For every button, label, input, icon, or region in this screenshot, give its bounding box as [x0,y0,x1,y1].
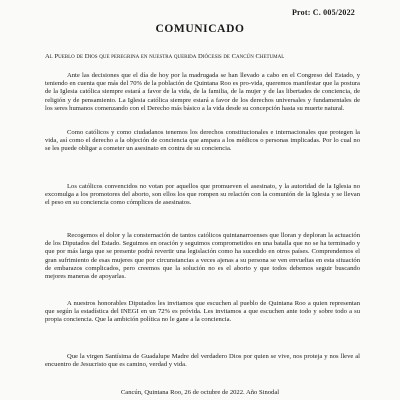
paragraph-4: Recogemos el dolor y la consternación de tantos católicos quintanarroenses que lloran y deploran la actuación de los Diputados del Estado. Seguimos en oración y seguimos comprometidos en una batalla que no se ha terminado y que por más larga que se presente podrá revertir una legislación como ha sucedido en otros países. Comprendemos el gran sufrimiento de esas mujeres que por circunstancias a veces ajenas a su persona se ven envueltas en esta situación de embarazos complicados, pero creemos que la solución no es el aborto y que todos debemos seguir buscando mejores maneras de apoyarlas. [45,232,360,281]
salutation: Al Pueblo de Dios que peregrina en nuestra querida Diócesis de Cancún Chetumal [45,53,285,60]
paragraph-1: Ante las decisiones que el día de hoy por la madrugada se han llevado a cabo en el Congreso del Estado, y teniendo en cuenta que más del 70% de la población de Quintana Roo es pro-vida, queremos manifestar que la postura de la Iglesia católica siempre estará a favor de la vida, de la familia, de la mujer y de las libertades de conciencia, de religión y de pensamiento. La Iglesia católica siempre estará a favor de los derechos universales y fundamentales de los seres humanos comenzando con el Derecho más básico a la vida desde su concepción hasta su muerte natural. [45,72,360,112]
document-title: COMUNICADO [155,23,245,35]
paragraph-3: Los católicos convencidos no votan por aquellos que promueven el asesinato, y la autoridad de la Iglesia no excomulga a los promotores del aborto, son ellos los que rompen su relación con la comunión de la Iglesia y se llevan el peso en su conciencia como cómplices de asesinatos. [45,183,360,207]
protocol-number: Prot: C. 005/2022 [291,8,355,17]
paragraph-2: Como católicos y como ciudadanos tenemos los derechos constitucionales e internacionales que protegen la vida, así como el derecho a la objeción de conciencia que ampara a los médicos o personas implicadas. Por lo cual no se les puede obligar a cometer un asesinato en contra de su conciencia. [45,129,360,153]
paragraph-6: Que la virgen Santísima de Guadalupe Madre del verdadero Dios por quien se vive, nos proteja y nos lleve al encuentro de Jesucristo que es camino, verdad y vida. [45,353,360,369]
closing-place-date: Cancún, Quintana Roo, 26 de octubre de 2022. Año Sinodal [120,389,280,396]
paragraph-5: A nuestros honorables Diputados les invitamos que escuchen al pueblo de Quintana Roo a quien representan que según la estadística del INEGI en un 72% es próvida. Les invitamos a que escuchen ante todo y sobre todo a su propia conciencia. Que la ambición política no le gane a la conciencia. [45,300,360,324]
